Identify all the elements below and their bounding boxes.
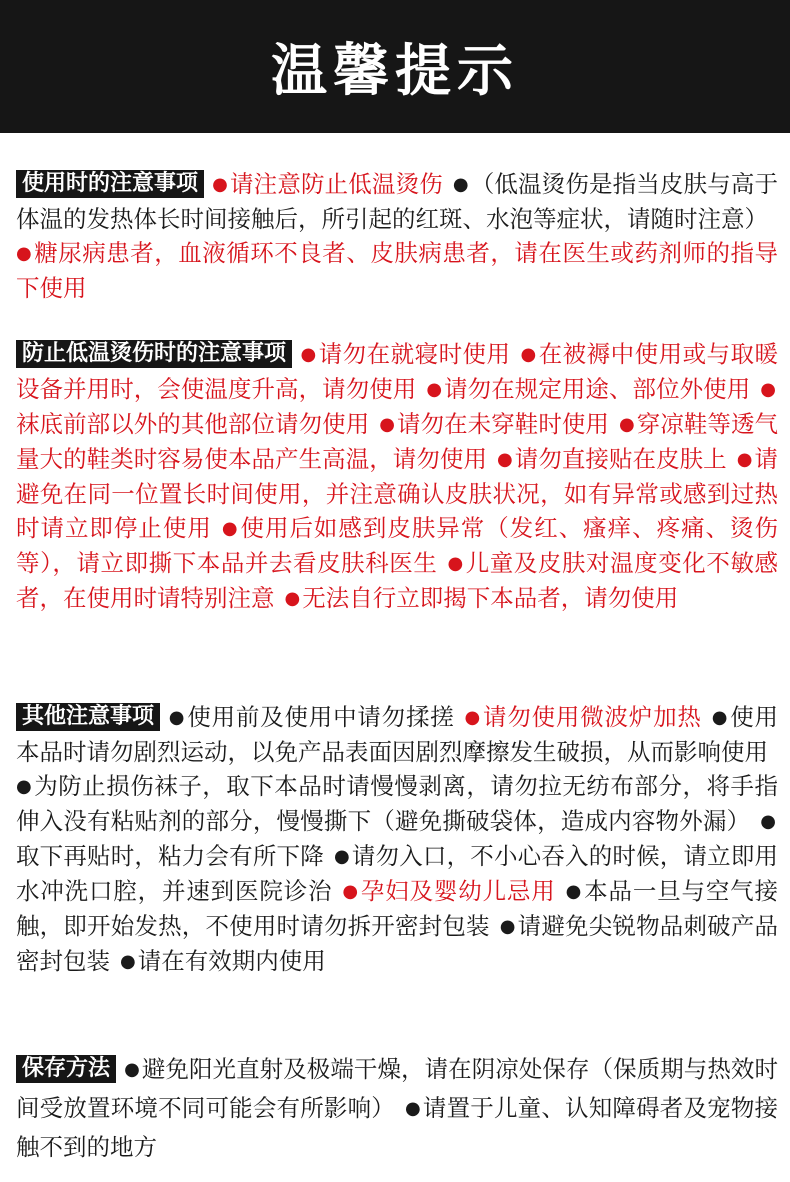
notice-item: [300, 340, 511, 368]
notice-item: [16, 239, 778, 302]
bullet-icon: ●: [711, 707, 729, 728]
bullet-icon: ●: [333, 846, 350, 867]
bullet-icon: ●: [452, 174, 469, 195]
notice-text: 请勿使用微波炉加热: [483, 703, 702, 731]
notice-text: 取下再贴时，粘力会有所下降: [16, 842, 324, 870]
section-other-notes: [16, 700, 778, 979]
section-storage: [16, 1050, 778, 1166]
section-label: 防止低温烫伤时的注意事项: [16, 340, 292, 368]
notice-text: 请勿在未穿鞋时使用: [397, 410, 609, 438]
bullet-icon: ●: [404, 1098, 421, 1119]
notice-text: 本品一旦与空气接触，即开始发热，不使用时请勿拆开密封包装: [16, 877, 779, 940]
bullet-icon: ●: [520, 344, 537, 365]
notice-text: 无法自行立即揭下本品者，请勿使用: [302, 584, 679, 612]
notice-text: 使用后如感到皮肤异常（发红、瘙痒、疼痛、烫伤等），请立即撕下本品并去看皮肤科医生: [16, 514, 778, 577]
page-title: 温馨提示: [271, 37, 519, 104]
notice-text: 请避免在同一位置长时间使用，并注意确认皮肤状况，如有异常或感到过热时请立即停止使用: [16, 445, 779, 542]
section-burn-prevention: [16, 337, 778, 616]
bullet-icon: ●: [124, 1059, 140, 1080]
bullet-icon: ●: [497, 449, 513, 470]
notice-item: [168, 703, 455, 731]
bullet-icon: ●: [300, 344, 317, 365]
bullet-icon: ●: [379, 414, 396, 435]
notice-text: 儿童及皮肤对温度变化不敏感者，在使用时请特别注意: [16, 549, 779, 612]
notice-item: [426, 375, 750, 403]
notice-item: [342, 877, 555, 905]
notice-item: [120, 947, 326, 975]
notice-item: [285, 584, 679, 612]
bullet-icon: ●: [221, 518, 239, 539]
section-label: 使用时的注意事项: [16, 170, 204, 198]
notice-item: [379, 410, 609, 438]
notice-text: 请勿直接贴在皮肤上: [514, 445, 727, 473]
notice-text: 请置于儿童、认知障碍者及宠物接触不到的地方: [16, 1094, 779, 1161]
notice-item: [497, 445, 727, 473]
bullet-icon: ●: [168, 707, 186, 728]
notice-text: 袜底前部以外的其他部位请勿使用: [16, 410, 370, 438]
notice-text: 请勿入口，不小心吞入的时候，请立即用水冲洗口腔，并速到医院诊治: [16, 842, 779, 905]
bullet-icon: ●: [16, 776, 33, 797]
section-label: 其他注意事项: [16, 703, 160, 731]
notice-text: 使用本品时请勿剧烈运动，以免产品表面因剧烈摩擦发生破损，从而影响使用: [16, 703, 778, 766]
bullet-icon: ●: [342, 881, 359, 902]
notice-item: [16, 772, 778, 835]
bullet-icon: ●: [464, 707, 482, 728]
notice-text: 孕妇及婴幼儿忌用: [360, 877, 556, 905]
bullet-icon: ●: [284, 588, 301, 609]
bullet-icon: ●: [565, 881, 583, 902]
bullet-icon: ●: [426, 379, 443, 400]
bullet-icon: ●: [760, 379, 776, 400]
notice-text: 使用前及使用中请勿揉搓: [187, 703, 455, 731]
bullet-icon: ●: [619, 414, 635, 435]
notice-text: 请勿在规定用途、部位外使用: [444, 375, 751, 403]
notice-text: 为防止损伤袜子，取下本品时请慢慢剥离，请勿拉无纺布部分，将手指伸入没有粘贴剂的部分，慢慢撕下（避免撕破袋体，造成内容物外漏）: [16, 772, 778, 835]
bullet-icon: ●: [120, 951, 136, 972]
bullet-icon: ●: [736, 449, 753, 470]
notice-text: 在被褥中使用或与取暖设备并用时，会使温度升高，请勿使用: [16, 340, 778, 403]
notice-text: 请在有效期内使用: [137, 947, 326, 975]
notice-text: 请注意防止低温烫伤: [230, 170, 443, 198]
notice-text: 请勿在就寝时使用: [318, 340, 511, 368]
header-banner: [0, 0, 790, 133]
notice-item: [212, 170, 443, 198]
notice-text: 请避免尖锐物品刺破产品密封包装: [16, 912, 779, 975]
notice-text: （低温烫伤是指当皮肤与高于体温的发热体长时间接触后，所引起的红斑、水泡等症状，请随时注意）: [16, 170, 779, 233]
section-label: 保存方法: [16, 1055, 116, 1083]
notice-text: 穿凉鞋等透气量大的鞋类时容易使本品产生高温，请勿使用: [16, 410, 779, 473]
section-usage-notes: [16, 167, 778, 305]
bullet-icon: ●: [447, 553, 464, 574]
bullet-icon: ●: [499, 916, 516, 937]
notice-text: 糖尿病患者，血液循环不良者、皮肤病患者，请在医生或药剂师的指导下使用: [16, 239, 778, 302]
notice-text: 避免阳光直射及极端干燥，请在阴凉处保存（保质期与热效时间受放置环境不同可能会有所影响）: [16, 1055, 778, 1122]
bullet-icon: ●: [16, 243, 33, 264]
bullet-icon: ●: [212, 174, 229, 195]
bullet-icon: ●: [760, 811, 776, 832]
notice-item: [465, 703, 702, 731]
